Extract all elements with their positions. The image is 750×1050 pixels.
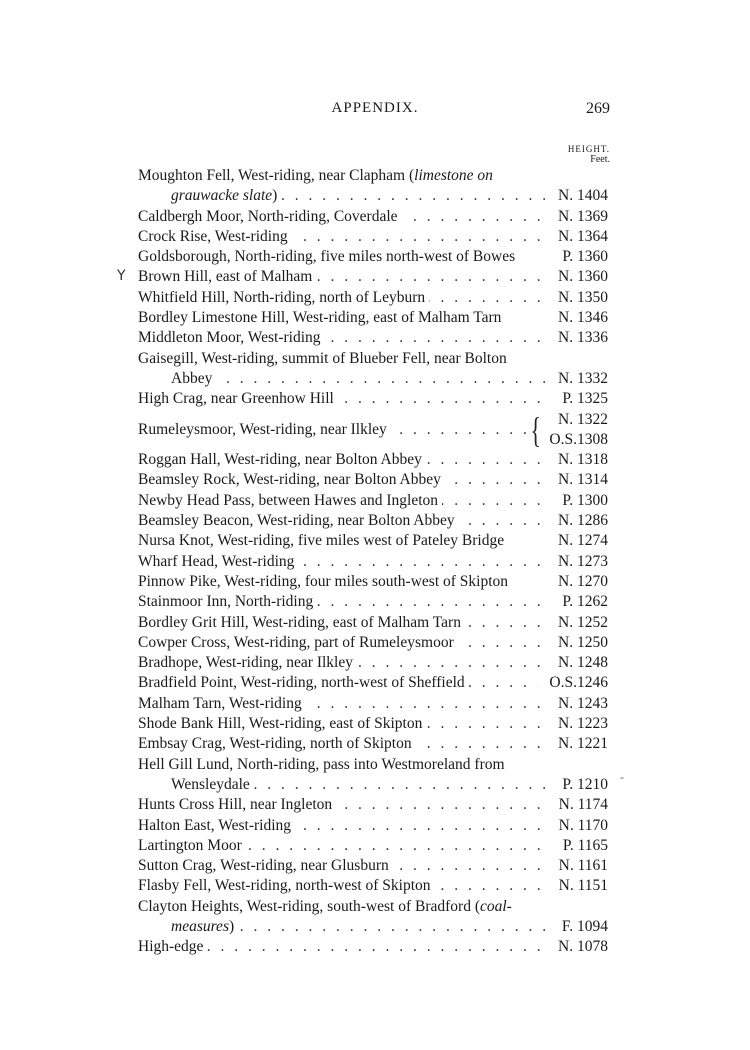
table-row — [138, 795, 608, 815]
table-row — [138, 227, 608, 247]
place-name: Shode Bank Hill, West-riding, east of Skipton — [138, 715, 426, 732]
height-value: P. 1262 — [562, 593, 608, 611]
table-row — [138, 288, 608, 308]
table-row: . . . measures) F. 1094 — [138, 917, 608, 937]
table-row — [138, 856, 608, 876]
height-value: N. 1270 — [558, 572, 608, 590]
place-name: Beamsley Rock, West-riding, near Bolton Abbey — [138, 471, 445, 488]
height-value: N. 1322 — [558, 410, 608, 428]
height-value: N. 1350 — [558, 288, 608, 306]
place-name: Clayton Heights, West-riding, south-west of Bradford ( — [138, 897, 480, 915]
height-value: N. 1151 — [558, 877, 608, 895]
geology-note: measures — [171, 917, 229, 935]
place-name: High-edge — [138, 938, 207, 955]
place-name: Hunts Cross Hill, near Ingleton — [138, 796, 336, 813]
height-value: N. 1170 — [558, 816, 608, 834]
geology-note: coal- — [480, 897, 512, 915]
place-name: Crock Rise, West-riding — [138, 228, 292, 245]
table-row — [138, 876, 608, 896]
place-name: Goldsborough, North-riding, five miles north-west of Bowes — [138, 248, 519, 265]
margin-pencil-mark: Y — [117, 268, 126, 284]
height-value: F. 1094 — [561, 917, 608, 935]
height-value: N. 1174 — [558, 796, 608, 814]
table-row — [138, 613, 608, 633]
place-name: Pinnow Pike, West-riding, four miles south-west of Skipton — [138, 573, 512, 590]
table-row — [138, 470, 608, 490]
place-name: Beamsley Beacon, West-riding, near Bolton Abbey — [138, 512, 459, 529]
height-value: N. 1346 — [558, 309, 608, 327]
place-name: Newby Head Pass, between Hawes and Ingleton — [138, 492, 442, 509]
table-row — [138, 349, 608, 369]
table-row — [138, 755, 608, 775]
table-row — [138, 653, 608, 673]
place-name: Gaisegill, West-riding, summit of Blueber Fell, near Bolton — [138, 349, 507, 367]
brace-glyph: { — [530, 409, 541, 450]
height-value: N. 1404 — [558, 187, 608, 205]
table-row — [138, 897, 608, 917]
place-name: Malham Tarn, West-riding — [138, 695, 306, 712]
table-row — [138, 247, 608, 267]
height-value: P. 1300 — [562, 491, 608, 509]
height-value: N. 1286 — [558, 512, 608, 530]
place-name: Lartington Moor — [138, 837, 246, 854]
height-value: N. 1252 — [558, 613, 608, 631]
height-value: N. 1243 — [558, 694, 608, 712]
place-name: High Crag, near Greenhow Hill — [138, 390, 338, 407]
height-value: N. 1364 — [558, 227, 608, 245]
place-name: Cowper Cross, West-riding, part of Rumeleysmoor — [138, 634, 458, 651]
table-row — [138, 572, 608, 592]
height-value: P. 1360 — [562, 248, 608, 266]
height-value: N. 1223 — [558, 715, 608, 733]
height-column-heading: HEIGHT. — [567, 144, 610, 154]
table-row — [138, 207, 608, 227]
height-value: N. 1250 — [558, 633, 608, 651]
leader-dots — [171, 369, 546, 389]
place-name: Whitfield Hill, North-riding, north of Leyburn — [138, 289, 429, 306]
place-name: Nursa Knot, West-riding, five miles west of Pateley Bridge — [138, 532, 508, 549]
place-name: Bradhope, West-riding, near Ilkley — [138, 654, 357, 671]
place-name: Bordley Limestone Hill, West-riding, east of Malham Tarn — [138, 309, 505, 326]
table-row — [138, 166, 608, 186]
place-name: Wharf Head, West-riding — [138, 553, 298, 570]
place-name-continued: Abbey — [171, 370, 216, 387]
place-name: Moughton Fell, West-riding, near Clapham ( — [138, 167, 415, 184]
geology-note: grauwacke slate — [171, 187, 273, 205]
place-name: Bordley Grit Hill, West-riding, east of Malham Tarn — [138, 614, 465, 631]
place-name: Middleton Moor, West-riding — [138, 329, 325, 346]
table-row — [138, 836, 608, 856]
place-name: Embsay Crag, West-riding, north of Skipton — [138, 735, 416, 752]
height-value: N. 1273 — [558, 552, 608, 570]
table-row — [138, 937, 608, 957]
height-value: N. 1078 — [558, 938, 608, 956]
geology-note: limestone on — [414, 167, 493, 184]
height-unit-heading: Feet. — [590, 154, 610, 165]
page-number: 269 — [586, 100, 610, 117]
table-row — [138, 552, 608, 572]
height-value: N. 1332 — [558, 369, 608, 387]
table-row — [138, 714, 608, 734]
height-value: N. 1161 — [558, 857, 608, 875]
height-value: N. 1221 — [558, 735, 608, 753]
place-name: Caldbergh Moor, North-riding, Coverdale — [138, 208, 402, 225]
table-row — [138, 369, 608, 389]
place-name: Roggan Hall, West-riding, near Bolton Abbey — [138, 451, 426, 468]
table-row — [138, 450, 608, 470]
height-value-os: O.S.1308 — [549, 430, 608, 448]
table-row — [138, 389, 608, 409]
place-name: Bradfield Point, West-riding, north-west of Sheffield — [138, 674, 469, 691]
height-value: N. 1336 — [558, 329, 608, 347]
table-row — [138, 491, 608, 511]
place-name: Halton East, West-riding — [138, 817, 295, 834]
margin-tick-mark: - — [620, 770, 624, 784]
height-value: N. 1369 — [558, 207, 608, 225]
height-value: N. 1274 — [558, 532, 608, 550]
table-row — [138, 633, 608, 653]
place-name: Rumeleysmoor, West-riding, near Ilkley — [138, 421, 391, 438]
table-row — [138, 410, 608, 451]
height-value: P. 1210 — [562, 775, 608, 793]
running-head: APPENDIX. — [331, 100, 419, 116]
table-row — [138, 816, 608, 836]
height-value: P. 1165 — [562, 836, 608, 854]
table-row — [138, 734, 608, 754]
table-row: . . . grauwacke slate) N. 1404 — [138, 186, 608, 206]
place-name-continued: Wensleydale — [171, 776, 254, 793]
place-name: Flasby Fell, West-riding, north-west of Skipton — [138, 877, 435, 894]
height-value: P. 1325 — [562, 390, 608, 408]
table-row — [138, 531, 608, 551]
height-value: N. 1248 — [558, 654, 608, 672]
table-row — [138, 673, 608, 693]
table-row — [138, 328, 608, 348]
height-value: O.S.1246 — [549, 674, 608, 692]
heights-table — [138, 166, 608, 958]
table-row — [138, 308, 608, 328]
table-row — [138, 592, 608, 612]
place-name: Hell Gill Lund, North-riding, pass into Westmoreland from — [138, 755, 505, 773]
height-value: N. 1314 — [558, 471, 608, 489]
table-row — [138, 694, 608, 714]
height-value: N. 1318 — [558, 451, 608, 469]
place-name: Stainmoor Inn, North-riding — [138, 593, 317, 610]
place-name: Sutton Crag, West-riding, near Glusburn — [138, 857, 393, 874]
table-row — [138, 267, 608, 287]
table-row — [138, 511, 608, 531]
place-name: Brown Hill, east of Malham — [138, 268, 316, 285]
table-row — [138, 775, 608, 795]
height-value: N. 1360 — [558, 268, 608, 286]
